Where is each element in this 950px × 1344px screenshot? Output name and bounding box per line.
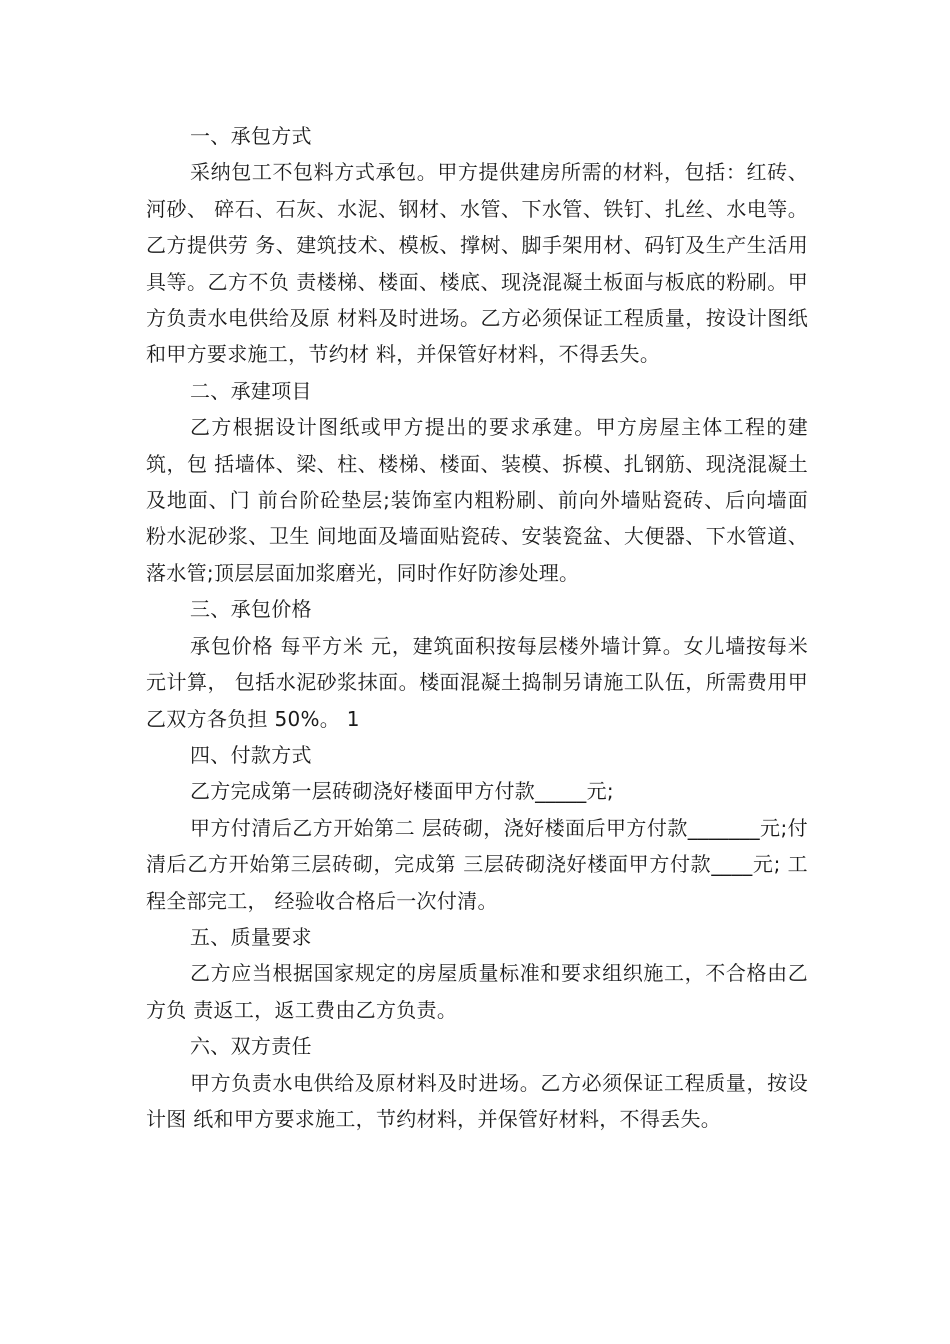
section-paragraph-3: 承包价格 每平方米 元，建筑面积按每层楼外墙计算。女儿墙按每米 元计算， 包括水泥砂浆抹面。楼面混凝土捣制另请施工队伍，所需费用甲乙双方各负担 50%。 1: [146, 633, 808, 731]
section-heading-6: 六、双方责任: [190, 1034, 312, 1059]
section-heading-1: 一、承包方式: [190, 124, 312, 148]
section-paragraph-1: 采纳包工不包料方式承包。甲方提供建房所需的材料，包括：红砖、河砂、 碎石、石灰、水泥、钢材、水管、下水管、铁钉、扎丝、水电等。乙方提供劳 务、建筑技术、模板、撑树、脚手架用材、码钉及生产生活用具等。乙方不负 责楼梯、楼面、楼底、现浇混凝土板面与板底的粉刷。甲方负责水电供给及原 材料及时进场。乙方必须保证工程质量，按设计图纸和甲方要求施工，节约材 料，并保管好材料，不得丢失。: [146, 160, 808, 367]
section-paragraph-4a: 乙方完成第一层砖砌浇好楼面甲方付款_____元;: [190, 779, 614, 804]
section-paragraph-4b: 甲方付清后乙方开始第二 层砖砌，浇好楼面后甲方付款_______元;付清后乙方开始第三层砖砌，完成第 三层砖砌浇好楼面甲方付款____元; 工程全部完工， 经验收合格后一次付清。: [146, 815, 808, 913]
section-paragraph-5: 乙方应当根据国家规定的房屋质量标准和要求组织施工，不合格由乙方负 责返工，返工费由乙方负责。: [146, 961, 808, 1022]
section-paragraph-6: 甲方负责水电供给及原材料及时进场。乙方必须保证工程质量，按设计图 纸和甲方要求施工，节约材料，并保管好材料，不得丢失。: [146, 1070, 808, 1131]
section-heading-3: 三、承包价格: [190, 597, 312, 622]
section-heading-4: 四、付款方式: [190, 742, 312, 767]
section-heading-5: 五、质量要求: [190, 924, 312, 949]
section-heading-2: 二、承建项目: [190, 378, 312, 403]
document-body: [146, 118, 808, 1137]
section-paragraph-2: 乙方根据设计图纸或甲方提出的要求承建。甲方房屋主体工程的建筑，包 括墙体、梁、柱、楼梯、楼面、装模、拆模、扎钢筋、现浇混凝土及地面、门 前台阶砼垫层;装饰室内粗粉刷、前向外墙贴瓷砖、后向墙面粉水泥砂浆、卫生 间地面及墙面贴瓷砖、安装瓷盆、大便器、下水管道、落水管;顶层层面加浆磨光，同时作好防渗处理。: [146, 415, 808, 585]
